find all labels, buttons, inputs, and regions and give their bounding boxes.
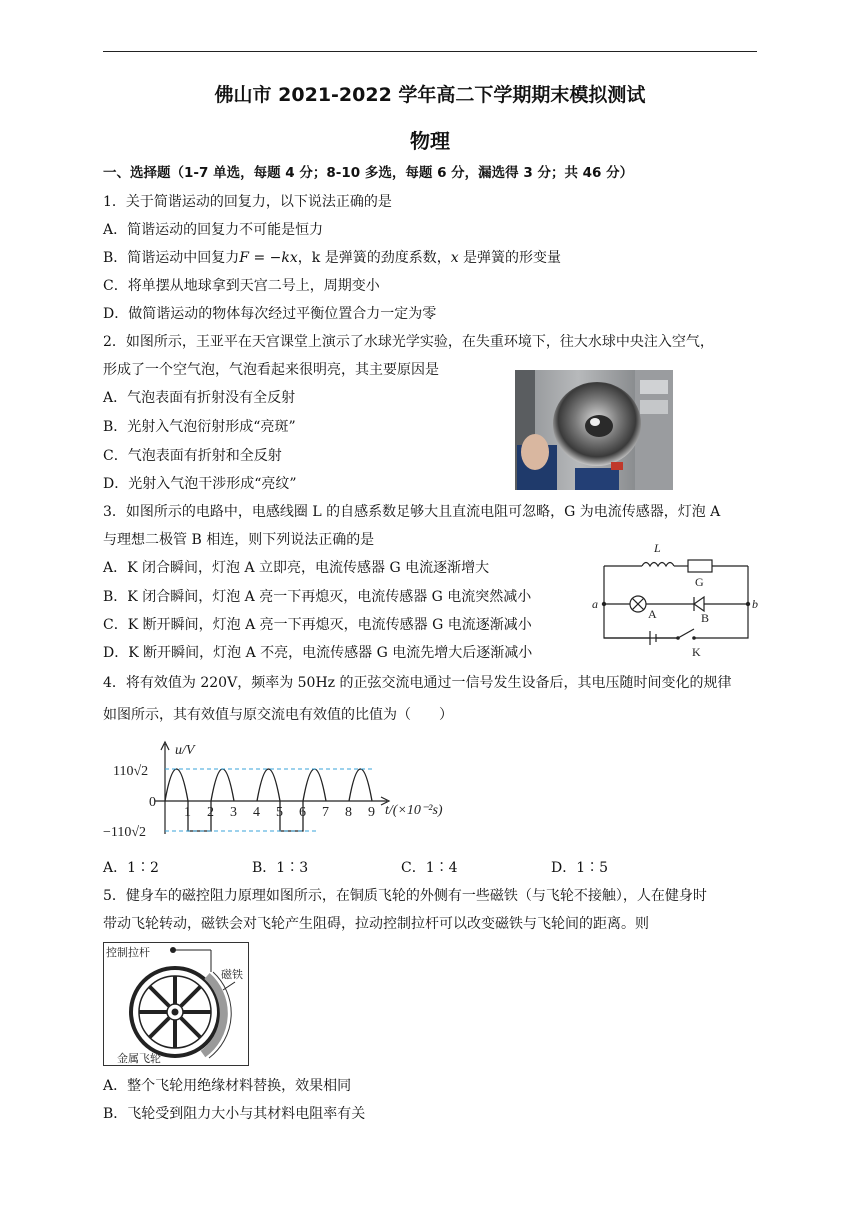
label-A: A bbox=[648, 607, 657, 621]
q2-option-c: C．气泡表面有折射和全反射 bbox=[103, 448, 282, 464]
y-tick-bottom: −110√2 bbox=[103, 825, 147, 838]
water-ball-photo bbox=[515, 370, 673, 490]
q1-b-formula: F = −kx bbox=[239, 250, 298, 266]
x-tick-label: 1 bbox=[184, 805, 191, 820]
q1-b-pre: B．简谐运动中回复力 bbox=[103, 250, 240, 266]
wave-hump bbox=[211, 769, 234, 801]
q4-option-a: A．1∶2 bbox=[103, 860, 159, 876]
q5-stem-line2: 带动飞轮转动，磁铁会对飞轮产生阻碍，拉动控制拉杆可以改变磁铁与飞轮间的距离。则 bbox=[103, 916, 649, 932]
q2-stem-line1: 2．如图所示，王亚平在天宫课堂上演示了水球光学实验，在失重环境下，往大水球中央注入空气， bbox=[103, 334, 714, 350]
q1-option-d: D．做简谐运动的物体每次经过平衡位置合力一定为零 bbox=[103, 306, 437, 322]
wave-hump bbox=[303, 769, 326, 801]
circuit-diagram bbox=[592, 538, 762, 660]
q4-stem-line1: 4．将有效值为 220V，频率为 50Hz 的正弦交流电通过一信号发生设备后，其电压随时间变化的规律 bbox=[103, 675, 732, 691]
x-tick-label: 2 bbox=[207, 805, 214, 820]
q1-option-c: C．将单摆从地球拿到天宫二号上，周期变小 bbox=[103, 278, 380, 294]
q2-option-d: D．光射入气泡干涉形成“亮纹” bbox=[103, 476, 297, 492]
q2-option-b: B．光射入气泡衍射形成“亮斑” bbox=[103, 419, 296, 435]
x-tick-label: 6 bbox=[299, 805, 306, 820]
q1-option-b bbox=[103, 248, 561, 268]
q4-option-b: B．1∶3 bbox=[252, 860, 309, 876]
wave-hump bbox=[165, 769, 188, 801]
wave-hump bbox=[349, 769, 372, 801]
q3-option-a: A．K 闭合瞬间，灯泡 A 立即亮，电流传感器 G 电流逐渐增大 bbox=[103, 560, 490, 576]
x-tick-label: 5 bbox=[276, 805, 283, 820]
wave-hump bbox=[257, 769, 280, 801]
x-tick-label: 7 bbox=[322, 805, 329, 820]
q3-option-d: D．K 断开瞬间，灯泡 A 不亮，电流传感器 G 电流先增大后逐渐减小 bbox=[103, 645, 533, 661]
q4-option-d: D．1∶5 bbox=[551, 860, 609, 876]
label-a: a bbox=[592, 597, 598, 611]
label-L: L bbox=[654, 541, 661, 555]
x-ticks bbox=[184, 805, 375, 820]
q5-stem-line1: 5．健身车的磁控阻力原理如图所示，在铜质飞轮的外侧有一些磁铁（与飞轮不接触），人在健身时 bbox=[103, 888, 707, 904]
voltage-time-graph bbox=[103, 738, 463, 838]
y-axis-label: u/V bbox=[175, 743, 195, 758]
label-control-rod: 控制拉杆 bbox=[106, 946, 150, 959]
q4-option-c: C．1∶4 bbox=[401, 860, 458, 876]
flywheel-diagram bbox=[103, 942, 249, 1066]
x-tick-label: 9 bbox=[368, 805, 375, 820]
x-axis-label: t/(×10⁻²s) bbox=[385, 803, 443, 818]
x-tick-label: 4 bbox=[253, 805, 260, 820]
x-tick-label: 3 bbox=[230, 805, 237, 820]
section-heading: 一、选择题（1-7 单选，每题 4 分；8-10 多选，每题 6 分，漏选得 3 分；共 46 分） bbox=[103, 165, 634, 181]
q1-stem: 1．关于简谐运动的回复力，以下说法正确的是 bbox=[103, 194, 392, 210]
q1-b-post: 是弹簧的形变量 bbox=[458, 250, 562, 266]
q2-option-a: A．气泡表面有折射没有全反射 bbox=[103, 390, 296, 406]
label-b: b bbox=[752, 597, 758, 611]
q3-stem-line2: 与理想二极管 B 相连，则下列说法正确的是 bbox=[103, 532, 375, 548]
q5-option-a: A．整个飞轮用绝缘材料替换，效果相同 bbox=[103, 1078, 352, 1094]
x-tick-label: 8 bbox=[345, 805, 352, 820]
q2-stem-line2: 形成了一个空气泡，气泡看起来很明亮，其主要原因是 bbox=[103, 362, 439, 378]
reference-lines bbox=[165, 769, 375, 831]
waveform bbox=[165, 769, 372, 831]
q1-b-mid: ，k 是弹簧的劲度系数， bbox=[297, 250, 451, 266]
q5-option-b: B．飞轮受到阻力大小与其材料电阻率有关 bbox=[103, 1106, 366, 1122]
q3-option-c: C．K 断开瞬间，灯泡 A 亮一下再熄灭，电流传感器 G 电流逐渐减小 bbox=[103, 617, 532, 633]
header-rule bbox=[103, 51, 757, 52]
q1-b-x: x bbox=[450, 250, 459, 266]
y-tick-zero: 0 bbox=[149, 795, 156, 810]
subject-title: 物理 bbox=[410, 129, 450, 153]
q3-option-b: B．K 闭合瞬间，灯泡 A 亮一下再熄灭，电流传感器 G 电流突然减小 bbox=[103, 589, 532, 605]
q4-stem-line2: 如图所示，其有效值与原交流电有效值的比值为（ ） bbox=[103, 707, 453, 723]
q3-stem-line1: 3．如图所示的电路中，电感线圈 L 的自感系数足够大且直流电阻可忽略，G 为电流传感器，灯泡 A bbox=[103, 504, 721, 520]
label-G: G bbox=[695, 575, 704, 589]
q1-option-a: A．简谐运动的回复力不可能是恒力 bbox=[103, 222, 324, 238]
label-K: K bbox=[692, 645, 701, 659]
exam-title: 佛山市 2021-2022 学年高二下学期期末模拟测试 bbox=[214, 84, 646, 106]
y-tick-top: 110√2 bbox=[113, 764, 149, 779]
label-magnet: 磁铁 bbox=[221, 968, 243, 981]
label-B: B bbox=[701, 611, 710, 625]
label-metal-flywheel: 金属飞轮 bbox=[117, 1052, 161, 1065]
